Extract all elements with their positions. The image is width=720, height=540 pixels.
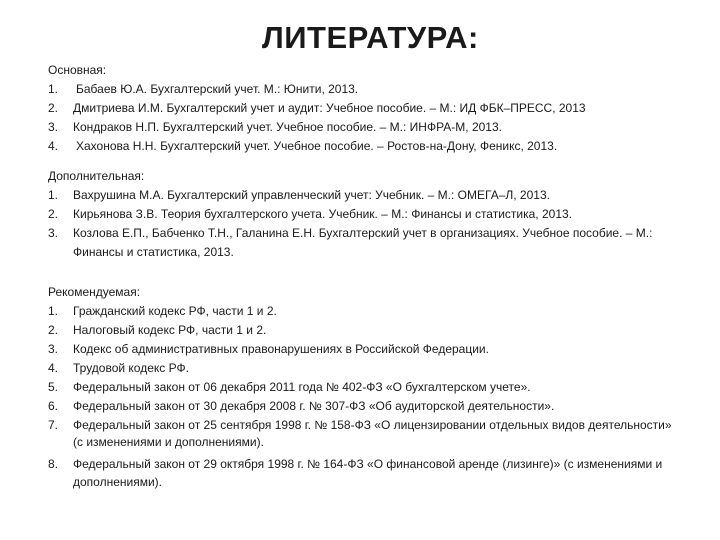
list-item	[48, 378, 678, 397]
item-number: 5.	[48, 380, 59, 394]
list-item	[48, 397, 678, 416]
list-item	[48, 340, 678, 359]
list-item	[48, 224, 678, 262]
item-number: 3.	[48, 342, 59, 356]
item-text: Дмитриева И.М. Бухгалтерский учет и аудит: Учебное пособие. – М.: ИД ФБК–ПРЕСС, 2013	[73, 101, 586, 115]
section-heading-main: Основная:	[48, 63, 107, 77]
item-number: 6.	[48, 399, 59, 413]
list-item	[48, 186, 678, 205]
list-item	[48, 118, 678, 137]
item-number: 4.	[48, 361, 59, 375]
list-recommended	[48, 302, 678, 491]
item-text: Кондраков Н.П. Бухгалтерский учет. Учебное пособие. – М.: ИНФРА-М, 2013.	[73, 120, 502, 134]
item-number: 4.	[48, 139, 59, 153]
list-item	[48, 205, 678, 224]
item-text: Налоговый кодекс РФ, части 1 и 2.	[73, 323, 267, 337]
item-text: Бабаев Ю.А. Бухгалтерский учет. М.: Юнити, 2013.	[76, 82, 359, 96]
item-number: 3.	[48, 226, 59, 240]
item-text: Трудовой кодекс РФ.	[73, 361, 189, 375]
bibliography	[48, 61, 678, 491]
item-text: Федеральный закон от 25 сентября 1998 г. № 158-ФЗ «О лицензировании отдельных видов деятельности» (с изменениями и дополнениями).	[73, 418, 672, 449]
item-number: 8.	[48, 457, 59, 471]
section-additional	[48, 167, 678, 262]
item-text: Хахонова Н.Н. Бухгалтерский учет. Учебное пособие. – Ростов-на-Дону, Феникс, 2013.	[76, 139, 558, 153]
item-number: 7.	[48, 418, 59, 432]
page-title: ЛИТЕРАТУРА:	[262, 20, 479, 55]
item-text: Гражданский кодекс РФ, части 1 и 2.	[73, 304, 277, 318]
list-item	[48, 99, 678, 118]
item-number: 2.	[48, 101, 59, 115]
item-number: 1.	[48, 304, 59, 318]
list-item	[48, 80, 678, 99]
item-text: Кирьянова З.В. Теория бухгалтерского учета. Учебник. – М.: Финансы и статистика, 2013.	[73, 207, 572, 221]
item-number: 2.	[48, 323, 59, 337]
section-heading-recommended: Рекомендуемая:	[48, 285, 141, 299]
item-number: 2.	[48, 207, 59, 221]
item-text: Федеральный закон от 29 октября 1998 г. № 164-ФЗ «О финансовой аренде (лизинге)» (с изменениями и дополнениями).	[73, 457, 663, 489]
item-text: Кодекс об административных правонарушениях в Российской Федерации.	[73, 342, 489, 356]
list-item	[48, 416, 678, 451]
list-item	[48, 137, 678, 156]
item-text: Федеральный закон от 06 декабря 2011 года № 402-ФЗ «О бухгалтерском учете».	[73, 380, 531, 394]
item-number: 1.	[48, 188, 59, 202]
list-main	[48, 80, 678, 156]
list-item	[48, 321, 678, 340]
list-item	[48, 302, 678, 321]
section-recommended	[48, 283, 678, 491]
item-number: 1.	[48, 82, 59, 96]
item-number: 3.	[48, 120, 59, 134]
item-text: Козлова Е.П., Бабченко Т.Н., Галанина Е.Н. Бухгалтерский учет в организациях. Учебное пособие. – М.: Финансы и статистика, 2013.	[73, 226, 653, 259]
section-main	[48, 61, 678, 156]
list-item	[48, 455, 678, 491]
section-heading-additional: Дополнительная:	[48, 169, 145, 183]
list-additional	[48, 186, 678, 262]
item-text: Вахрушина М.А. Бухгалтерский управленческий учет: Учебник. – М.: ОМЕГА–Л, 2013.	[73, 188, 550, 202]
list-item	[48, 359, 678, 378]
item-text: Федеральный закон от 30 декабря 2008 г. № 307-ФЗ «Об аудиторской деятельности».	[73, 399, 555, 413]
